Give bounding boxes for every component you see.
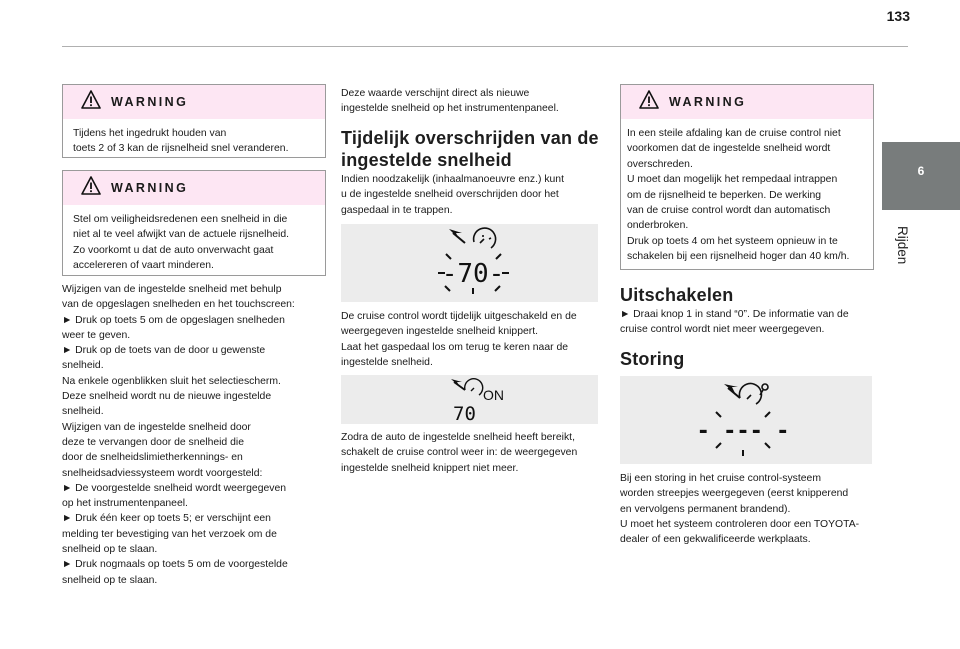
- text-line: snelheid op te slaan.: [62, 574, 158, 586]
- text-line: ► Druk op toets 5 om de opgeslagen snelheden: [62, 314, 285, 326]
- left-body-text: [62, 282, 330, 588]
- right-p-fault: [620, 471, 878, 547]
- text-line: ► Draai knop 1 in stand “0”. De informatie van de: [620, 309, 849, 320]
- warning-header: [621, 85, 873, 119]
- middle-p3: [341, 430, 606, 476]
- warning-line: U moet dan mogelijk het rempedaal intrappen: [627, 174, 838, 186]
- warning-triangle-icon: [81, 176, 101, 195]
- text-line: snelheid.: [62, 360, 104, 372]
- warning-label: WARNING: [669, 95, 747, 109]
- text-line: Wijzigen van de ingestelde snelheid door: [62, 421, 251, 433]
- chapter-title: Rijden: [895, 226, 910, 265]
- text-line: ► Druk op de toets van de door u gewenste: [62, 345, 266, 357]
- section-heading-exceed: [341, 127, 603, 171]
- page-number: 133: [886, 8, 910, 24]
- text-line: ► Druk één keer op toets 5; er verschijnt een: [62, 513, 271, 525]
- figure-cruise-fault: [620, 376, 872, 464]
- text-line: en vervolgens permanent brandend).: [620, 503, 791, 515]
- warning-line: In een steile afdaling kan de cruise control niet: [627, 128, 841, 139]
- heading-line: ingestelde snelheid: [341, 150, 512, 170]
- warning-line: niet al te veel afwijkt van de actuele rijsnelheid.: [73, 229, 290, 241]
- warning-triangle-icon: [639, 90, 659, 109]
- warning-line: toets 2 of 3 kan de rijsnelheid snel veranderen.: [73, 143, 289, 155]
- text-line: door de snelheidslimietherkennings- en: [62, 452, 243, 464]
- warning-triangle-icon: [81, 90, 101, 109]
- text-line: dealer of een gekwalificeerde werkplaats.: [620, 534, 811, 546]
- warning-label: WARNING: [111, 95, 189, 109]
- text-line: Laat het gaspedaal los om terug te keren naar de: [341, 341, 569, 353]
- warning-body: [63, 119, 325, 165]
- speedometer-fault-illustration: [620, 376, 872, 464]
- warning-line: om de rijsnelheid te beperken. De werking: [627, 189, 822, 201]
- set-speed-text: 70: [453, 403, 476, 424]
- figure-cruise-exceeded: [341, 224, 598, 302]
- warning-line: schakelen bij een rijsnelheid hoger dan 40 km/h.: [627, 251, 850, 263]
- text-line: ingestelde snelheid op het instrumentenpaneel.: [341, 103, 559, 115]
- warning-line: onderbroken.: [627, 220, 689, 232]
- text-line: Zodra de auto de ingestelde snelheid heeft bereikt,: [341, 432, 575, 443]
- text-line: Deze snelheid wordt nu de nieuwe ingestelde: [62, 391, 272, 403]
- text-line: melding ter bevestiging van het verzoek om de: [62, 528, 277, 540]
- middle-p2: [341, 309, 603, 370]
- chapter-number: 6: [917, 164, 925, 178]
- text-line: u de ingestelde snelheid overschrijden door het: [341, 189, 559, 201]
- warning-label: WARNING: [111, 181, 189, 195]
- warning-box-1: [62, 84, 326, 158]
- warning-line: accelereren of vaart minderen.: [73, 260, 214, 272]
- warning-box-3: [620, 84, 874, 270]
- text-line: Deze waarde verschijnt direct als nieuwe: [341, 88, 530, 99]
- chapter-tab: [882, 142, 960, 210]
- text-line: ingestelde snelheid.: [341, 356, 433, 368]
- warning-line: van de cruise control wordt dan automatisch: [627, 205, 831, 217]
- dashes-text: - --- -: [696, 419, 790, 444]
- text-line: Wijzigen van de ingestelde snelheid met behulp: [62, 284, 282, 295]
- warning-line: Druk op toets 4 om het systeem opnieuw in te: [627, 235, 838, 247]
- text-line: ► De voorgestelde snelheid wordt weergegeven: [62, 482, 287, 494]
- warning-body: [621, 119, 873, 273]
- text-line: gaspedaal in te trappen.: [341, 204, 453, 216]
- text-line: De cruise control wordt tijdelijk uitgeschakeld en de: [341, 311, 577, 322]
- chapter-title-area: [888, 218, 918, 278]
- middle-intro-text: [341, 86, 603, 117]
- text-line: snelheid.: [62, 406, 104, 418]
- warning-box-2: [62, 170, 326, 276]
- middle-p1: [341, 172, 603, 218]
- text-line: cruise control wordt niet meer weergegeven.: [620, 324, 825, 336]
- warning-line: Stel om veiligheidsredenen een snelheid in die: [73, 214, 288, 225]
- right-p-off: [620, 307, 878, 338]
- warning-line: overschreden.: [627, 158, 693, 170]
- warning-header: [63, 85, 325, 119]
- figure-cruise-on: [341, 375, 598, 424]
- text-line: U moet het systeem controleren door een TOYOTA-: [620, 518, 860, 530]
- text-line: snelheidsadviessysteem wordt voorgesteld:: [62, 467, 263, 479]
- text-line: Na enkele ogenblikken sluit het selectiescherm.: [62, 375, 281, 387]
- text-line: Bij een storing in het cruise control-systeem: [620, 473, 821, 484]
- warning-header: [63, 171, 325, 205]
- text-line: weer te geven.: [62, 329, 131, 341]
- text-line: deze te vervangen door de snelheid die: [62, 436, 244, 448]
- text-line: worden streepjes weergegeven (eerst knipperend: [620, 488, 849, 500]
- text-line: snelheid op te slaan.: [62, 544, 158, 556]
- warning-line: Zo voorkomt u dat de auto onverwacht gaat: [73, 244, 274, 256]
- on-label: ON: [483, 387, 504, 403]
- text-line: schakelt de cruise control weer in: de weergegeven: [341, 447, 578, 459]
- blinking-speed-text: -70-: [441, 259, 505, 289]
- header-rule: [62, 46, 908, 47]
- warning-line: voorkomen dat de ingestelde snelheid wordt: [627, 143, 831, 155]
- warning-line: Tijdens het ingedrukt houden van: [73, 128, 227, 139]
- text-line: ► Druk nogmaals op toets 5 om de voorgestelde: [62, 559, 288, 571]
- text-line: Indien noodzakelijk (inhaalmanoeuvre enz.) kunt: [341, 174, 564, 185]
- section-heading-fault: Storing: [620, 349, 685, 369]
- text-line: ingestelde snelheid knippert niet meer.: [341, 462, 519, 474]
- section-heading-off: Uitschakelen: [620, 285, 734, 305]
- warning-body: [63, 205, 325, 282]
- text-line: weergegeven ingestelde snelheid knippert.: [341, 326, 538, 338]
- text-line: op het instrumentenpaneel.: [62, 498, 188, 510]
- speedometer-on-illustration: [341, 375, 598, 424]
- speedometer-blinking-illustration: [341, 224, 598, 302]
- heading-line: Tijdelijk overschrijden van de: [341, 128, 599, 148]
- text-line: van de opgeslagen snelheden en het touchscreen:: [62, 299, 295, 311]
